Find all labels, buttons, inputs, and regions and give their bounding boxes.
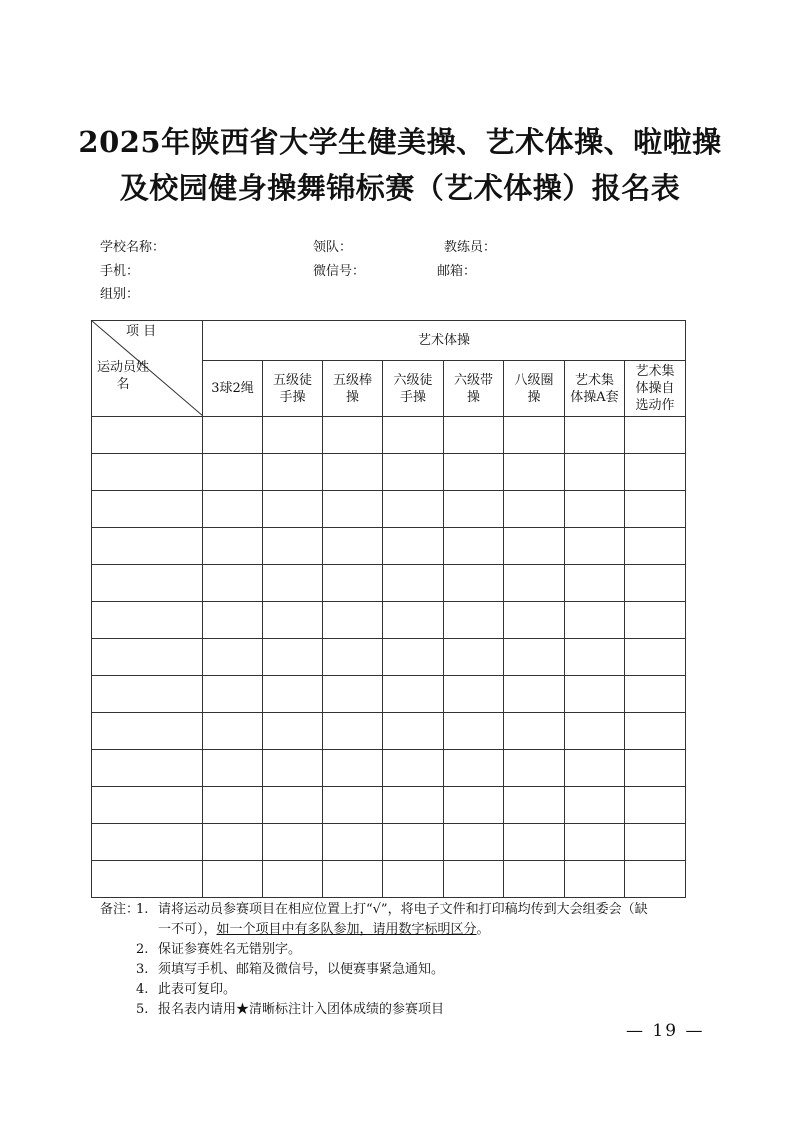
group-header: 艺术体操	[203, 321, 686, 361]
form-title-line-2: 及校园健身操舞锦标赛（艺术体操）报名表	[119, 171, 681, 205]
entry-cell[interactable]	[625, 676, 686, 713]
entry-cell[interactable]	[444, 602, 504, 639]
entry-cell[interactable]	[444, 861, 504, 898]
column-header: 五级徒手操	[263, 361, 323, 417]
entry-cell[interactable]	[565, 491, 625, 528]
entry-cell[interactable]	[383, 565, 444, 602]
athlete-name-cell[interactable]	[92, 454, 203, 491]
entry-cell[interactable]	[263, 491, 323, 528]
entry-cell[interactable]	[625, 491, 686, 528]
athlete-name-cell[interactable]	[92, 639, 203, 676]
diagonal-header-cell	[92, 321, 203, 417]
entry-cell[interactable]	[203, 639, 263, 676]
entry-cell[interactable]	[565, 676, 625, 713]
note-text: 报名表内请用★清晰标注计入团体成绩的参赛项目	[158, 1002, 445, 1017]
table-row	[92, 491, 686, 528]
entry-cell[interactable]	[504, 602, 565, 639]
entry-cell[interactable]	[625, 787, 686, 824]
entry-cell[interactable]	[504, 565, 565, 602]
athlete-name-cell[interactable]	[92, 602, 203, 639]
entry-cell[interactable]	[383, 602, 444, 639]
entry-cell[interactable]	[444, 417, 504, 454]
entry-cell[interactable]	[203, 824, 263, 861]
entry-cell[interactable]	[383, 417, 444, 454]
entry-cell[interactable]	[263, 639, 323, 676]
notes-section	[100, 900, 660, 1020]
entry-cell[interactable]	[625, 417, 686, 454]
entry-cell[interactable]	[444, 713, 504, 750]
note-item	[100, 1000, 660, 1020]
notes-prefix: 备注：	[100, 902, 140, 917]
table-row	[92, 417, 686, 454]
entry-cell[interactable]	[263, 750, 323, 787]
table-row	[92, 565, 686, 602]
entry-cell[interactable]	[444, 787, 504, 824]
note-text: 此表可复印。	[158, 982, 237, 997]
entry-cell[interactable]	[323, 491, 383, 528]
entry-cell[interactable]	[504, 528, 565, 565]
entry-cell[interactable]	[625, 639, 686, 676]
entry-cell[interactable]	[504, 787, 565, 824]
entry-cell[interactable]	[444, 454, 504, 491]
entry-cell[interactable]	[263, 824, 323, 861]
entry-cell[interactable]	[263, 602, 323, 639]
page-number: — 19 —	[626, 1021, 705, 1041]
entry-cell[interactable]	[565, 787, 625, 824]
athlete-name-cell[interactable]	[92, 824, 203, 861]
entry-cell[interactable]	[565, 565, 625, 602]
column-header: 六级徒手操	[383, 361, 444, 417]
entry-cell[interactable]	[203, 787, 263, 824]
note-item	[100, 940, 660, 960]
entry-cell[interactable]	[383, 787, 444, 824]
athlete-name-cell[interactable]	[92, 861, 203, 898]
note-text-end: 。	[476, 922, 490, 937]
entry-cell[interactable]	[565, 639, 625, 676]
column-header: 艺术集体操自选动作	[625, 361, 686, 417]
entry-cell[interactable]	[625, 750, 686, 787]
table-row	[92, 787, 686, 824]
entry-cell[interactable]	[565, 602, 625, 639]
entry-cell[interactable]	[504, 824, 565, 861]
entry-cell[interactable]	[504, 676, 565, 713]
athlete-name-cell[interactable]	[92, 676, 203, 713]
entry-cell[interactable]	[323, 528, 383, 565]
entry-cell[interactable]	[444, 491, 504, 528]
school-name-field: 学校名称：	[100, 240, 166, 255]
note-item	[100, 980, 660, 1000]
entry-cell[interactable]	[323, 750, 383, 787]
note-item	[100, 960, 660, 980]
entry-cell[interactable]	[444, 676, 504, 713]
athlete-name-cell[interactable]	[92, 750, 203, 787]
entry-cell[interactable]	[323, 602, 383, 639]
entry-cell[interactable]	[565, 824, 625, 861]
entry-cell[interactable]	[383, 824, 444, 861]
table-row	[92, 602, 686, 639]
entry-cell[interactable]	[383, 750, 444, 787]
entry-cell[interactable]	[504, 713, 565, 750]
entry-cell[interactable]	[263, 861, 323, 898]
wechat-field: 微信号：	[313, 264, 366, 279]
athlete-name-header-label: 运动员姓名	[96, 360, 149, 392]
entry-cell[interactable]	[565, 528, 625, 565]
table-row	[92, 713, 686, 750]
coach-field: 教练员：	[444, 240, 497, 255]
note-underlined-text: 如一个项目中有多队参加，请用数字标明区分	[216, 922, 477, 937]
phone-field: 手机：	[100, 264, 140, 279]
entry-cell[interactable]	[323, 417, 383, 454]
entry-cell[interactable]	[625, 565, 686, 602]
entry-cell[interactable]	[565, 454, 625, 491]
note-text: 保证参赛姓名无错别字。	[158, 942, 302, 957]
team-leader-field: 领队：	[313, 240, 353, 255]
entry-cell[interactable]	[383, 528, 444, 565]
table-row	[92, 676, 686, 713]
entry-cell[interactable]	[625, 602, 686, 639]
entry-cell[interactable]	[263, 787, 323, 824]
column-header: 八级圈操	[504, 361, 565, 417]
entry-cell[interactable]	[323, 787, 383, 824]
entry-cell[interactable]	[263, 528, 323, 565]
entry-cell[interactable]	[504, 639, 565, 676]
entry-cell[interactable]	[504, 454, 565, 491]
note-number: 4.	[136, 982, 149, 997]
athlete-name-cell[interactable]	[92, 417, 203, 454]
registration-table	[91, 320, 686, 898]
entry-cell[interactable]	[203, 565, 263, 602]
entry-cell[interactable]	[625, 454, 686, 491]
entry-cell[interactable]	[323, 454, 383, 491]
entry-cell[interactable]	[263, 417, 323, 454]
entry-cell[interactable]	[203, 454, 263, 491]
entry-cell[interactable]	[263, 454, 323, 491]
entry-cell[interactable]	[203, 676, 263, 713]
entry-cell[interactable]	[383, 713, 444, 750]
entry-cell[interactable]	[383, 639, 444, 676]
entry-cell[interactable]	[263, 713, 323, 750]
entry-cell[interactable]	[625, 528, 686, 565]
entry-cell[interactable]	[383, 861, 444, 898]
athlete-name-cell[interactable]	[92, 528, 203, 565]
entry-cell[interactable]	[323, 639, 383, 676]
column-header: 五级棒操	[323, 361, 383, 417]
entry-cell[interactable]	[565, 861, 625, 898]
entry-cell[interactable]	[263, 676, 323, 713]
entry-cell[interactable]	[203, 602, 263, 639]
column-header: 艺术集体操A套	[565, 361, 625, 417]
item-header-label: 项 目	[126, 324, 157, 339]
entry-cell[interactable]	[203, 491, 263, 528]
entry-cell[interactable]	[263, 565, 323, 602]
column-header: 3球2绳	[203, 361, 263, 417]
entry-cell[interactable]	[383, 491, 444, 528]
entry-cell[interactable]	[203, 528, 263, 565]
entry-cell[interactable]	[504, 491, 565, 528]
table-row	[92, 861, 686, 898]
note-number: 5.	[136, 1002, 149, 1017]
entry-cell[interactable]	[444, 824, 504, 861]
entry-cell[interactable]	[323, 676, 383, 713]
note-number: 1.	[136, 902, 149, 917]
entry-cell[interactable]	[444, 565, 504, 602]
note-number: 3.	[136, 962, 149, 977]
table-row	[92, 454, 686, 491]
entry-cell[interactable]	[504, 861, 565, 898]
athlete-name-cell[interactable]	[92, 491, 203, 528]
entry-cell[interactable]	[504, 750, 565, 787]
group-field: 组别：	[100, 287, 140, 302]
entry-cell[interactable]	[625, 824, 686, 861]
entry-cell[interactable]	[444, 639, 504, 676]
entry-cell[interactable]	[383, 454, 444, 491]
entry-cell[interactable]	[444, 528, 504, 565]
entry-cell[interactable]	[565, 417, 625, 454]
athlete-name-cell[interactable]	[92, 565, 203, 602]
note-number: 2.	[136, 942, 149, 957]
entry-cell[interactable]	[323, 861, 383, 898]
note-item	[100, 900, 660, 940]
athlete-name-cell[interactable]	[92, 713, 203, 750]
entry-cell[interactable]	[203, 417, 263, 454]
note-text: 须填写手机、邮箱及微信号，以便赛事紧急通知。	[158, 962, 445, 977]
athlete-name-cell[interactable]	[92, 787, 203, 824]
entry-cell[interactable]	[565, 750, 625, 787]
email-field: 邮箱：	[437, 264, 477, 279]
table-row	[92, 824, 686, 861]
table-row	[92, 750, 686, 787]
table-row	[92, 639, 686, 676]
column-header: 六级带操	[444, 361, 504, 417]
entry-cell[interactable]	[625, 861, 686, 898]
entry-cell[interactable]	[323, 824, 383, 861]
note-text: 请将运动员参赛项目在相应位置上打“√”，将电子文件和打印稿均传到大会组委会（缺一不可），	[158, 902, 648, 937]
entry-cell[interactable]	[203, 750, 263, 787]
entry-cell[interactable]	[323, 713, 383, 750]
entry-cell[interactable]	[383, 676, 444, 713]
entry-cell[interactable]	[504, 417, 565, 454]
entry-cell[interactable]	[323, 565, 383, 602]
entry-cell[interactable]	[625, 713, 686, 750]
form-title-line-1: 2025年陕西省大学生健美操、艺术体操、啦啦操	[78, 125, 722, 159]
entry-cell[interactable]	[444, 750, 504, 787]
table-row	[92, 528, 686, 565]
entry-cell[interactable]	[565, 713, 625, 750]
entry-cell[interactable]	[203, 861, 263, 898]
entry-cell[interactable]	[203, 713, 263, 750]
